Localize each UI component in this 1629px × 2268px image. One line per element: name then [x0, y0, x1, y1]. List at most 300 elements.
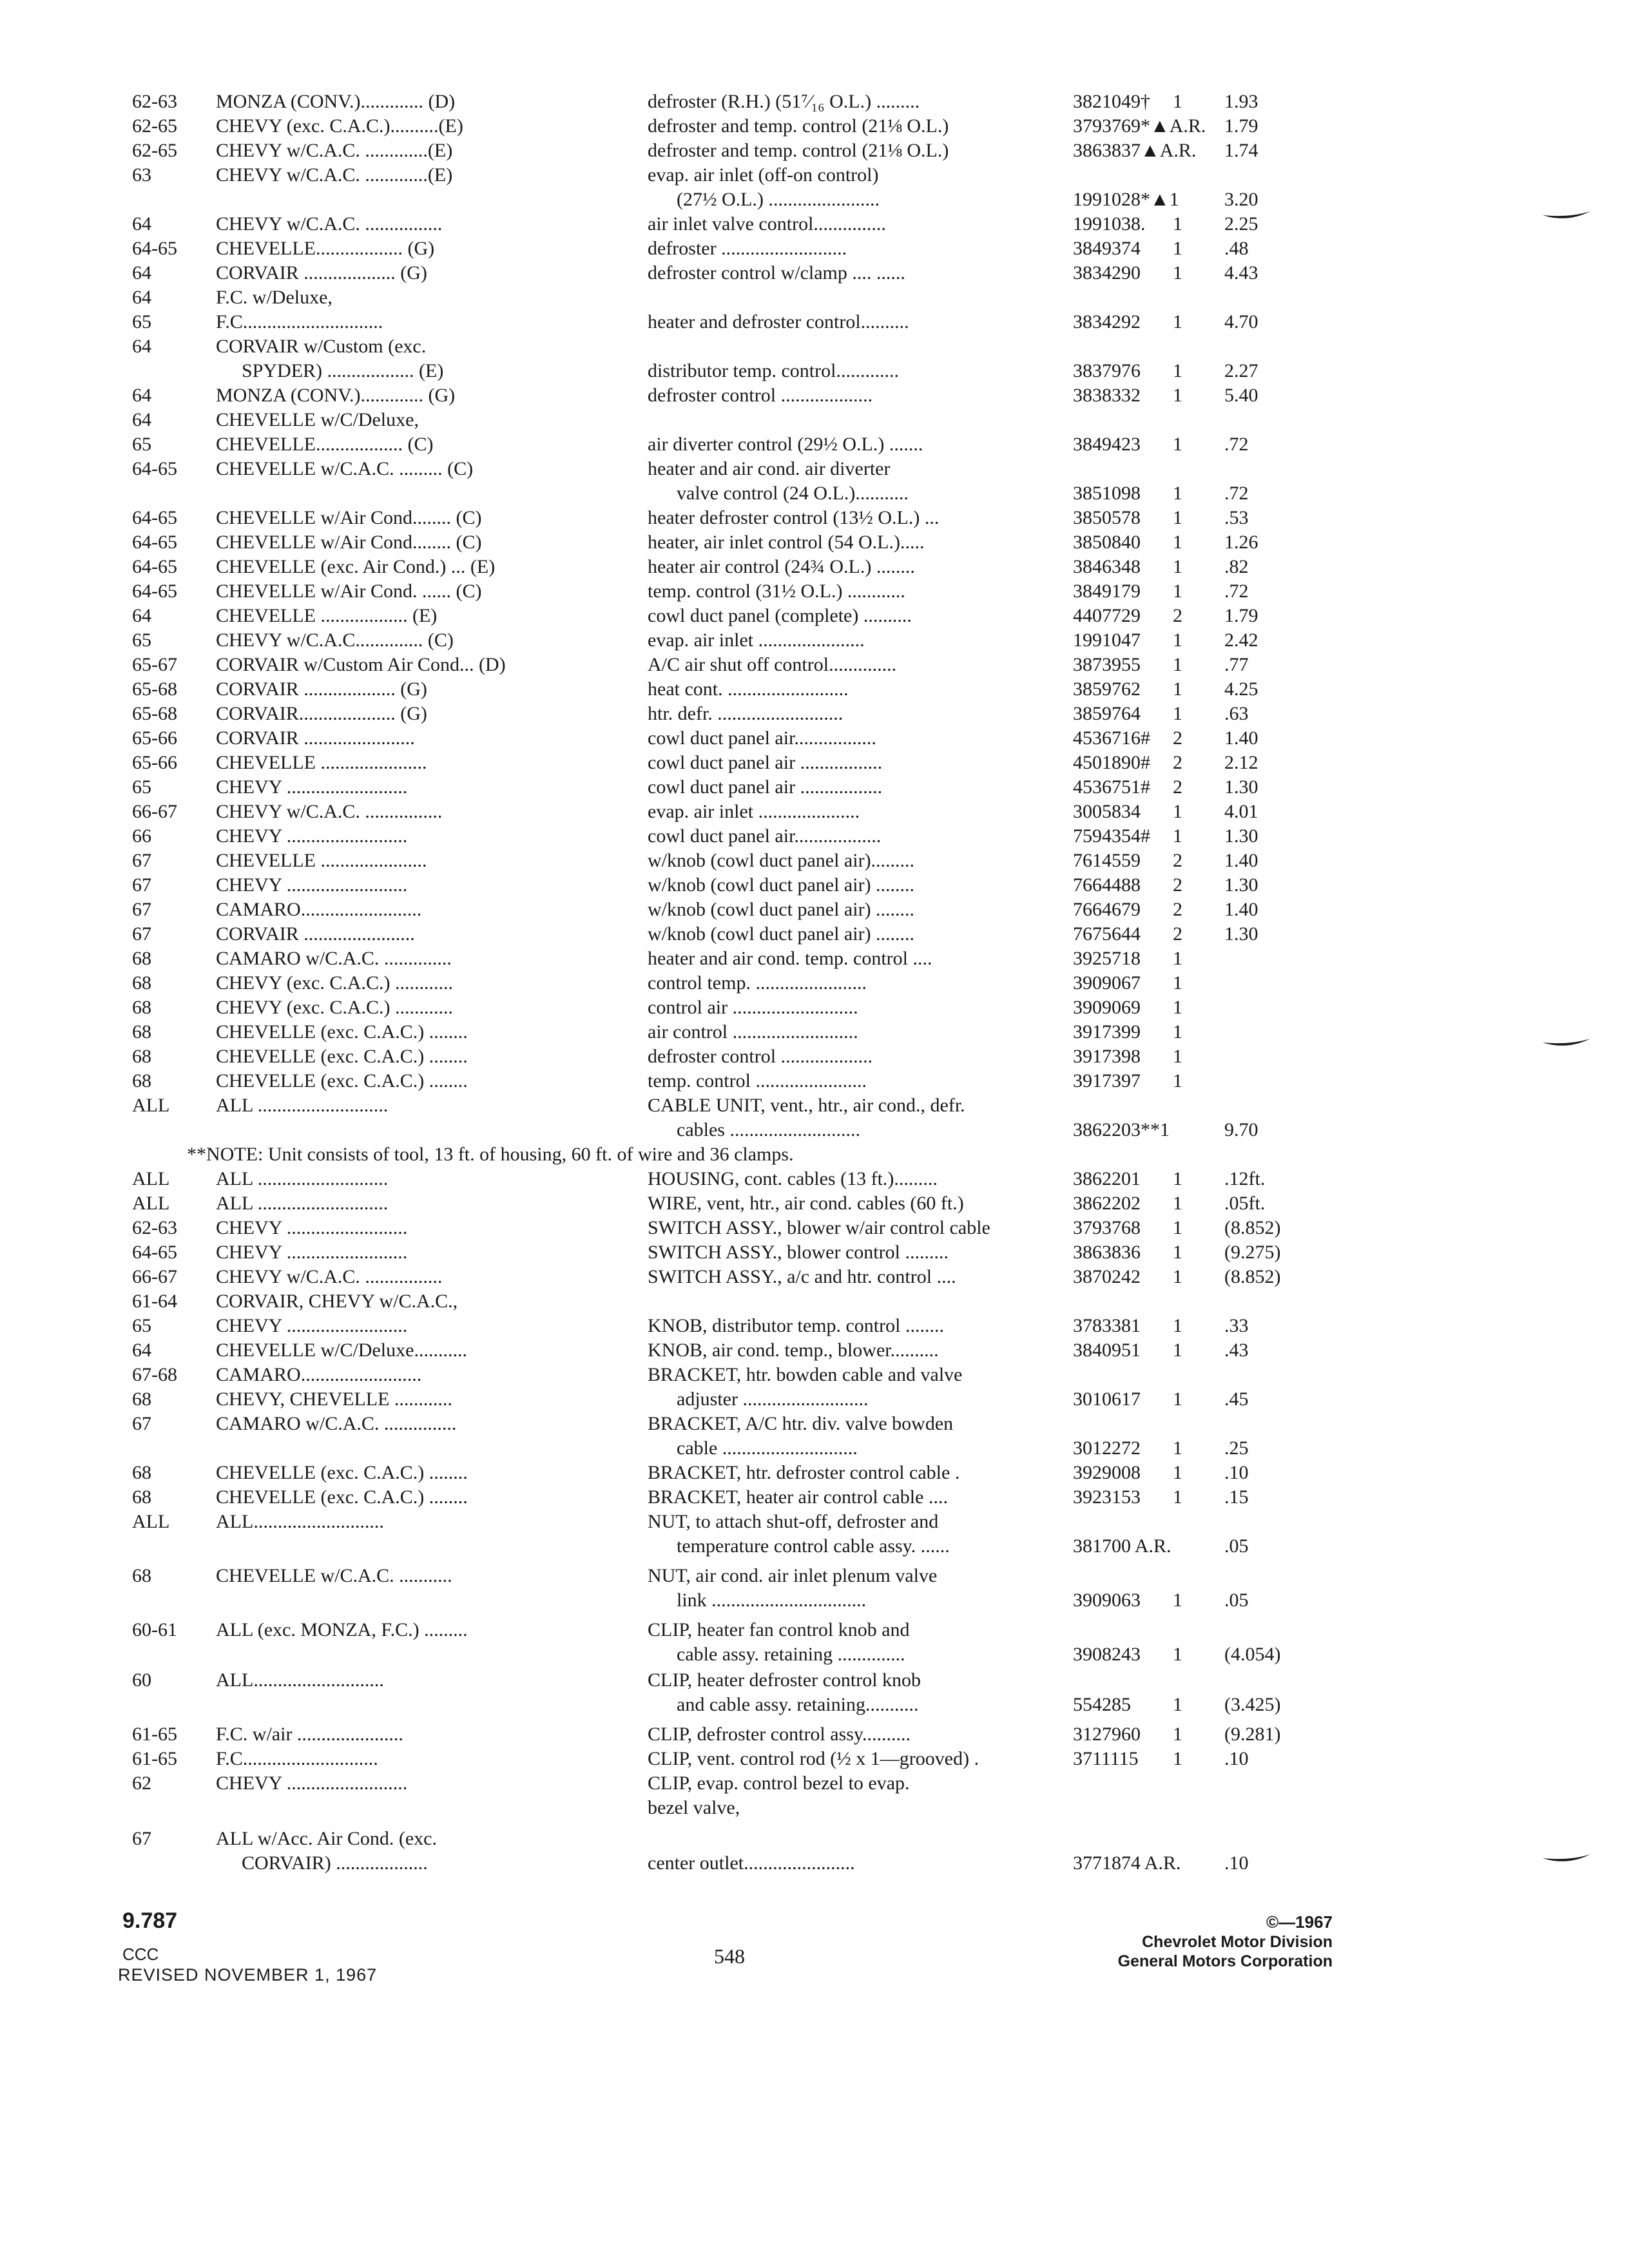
year-cell: 64-65	[132, 1242, 177, 1263]
description-cell: BRACKET, A/C htr. div. valve bowden	[648, 1413, 954, 1434]
model-cell: CHEVELLE (exc. C.A.C.) ........	[216, 1462, 468, 1483]
description-cell: heater air control (24¾ O.L.) ........	[648, 556, 915, 577]
catalog-row	[0, 384, 1629, 407]
quantity-cell: 1	[1173, 629, 1182, 651]
price-cell: .05	[1224, 1590, 1249, 1611]
model-cell: CAMARO w/C.A.C. ...............	[216, 1413, 457, 1434]
model-cell: CHEVY (exc. C.A.C.) ............	[216, 972, 454, 994]
catalog-row	[0, 506, 1629, 530]
description-cell: CLIP, vent. control rod (½ x 1—grooved) .	[648, 1748, 979, 1769]
year-cell: 67	[132, 923, 151, 945]
catalog-row	[0, 335, 1629, 358]
year-cell: 64-65	[132, 507, 177, 528]
quantity-cell: 1	[1173, 972, 1182, 994]
model-cell: CHEVY w/C.A.C. ................	[216, 1266, 443, 1287]
catalog-row	[0, 1094, 1629, 1117]
price-cell: 1.30	[1224, 923, 1258, 945]
catalog-row	[0, 1852, 1629, 1875]
price-cell: 4.70	[1224, 311, 1258, 332]
model-cell: F.C. w/air ......................	[216, 1724, 403, 1745]
catalog-row	[0, 1461, 1629, 1485]
catalog-row	[0, 1643, 1629, 1666]
model-cell: CHEVY (exc. C.A.C.)..........(E)	[216, 115, 463, 137]
price-cell: .72	[1224, 434, 1249, 455]
quantity-cell: 1	[1173, 1021, 1182, 1043]
year-cell: 61-65	[132, 1748, 177, 1769]
price-cell: .12ft.	[1224, 1168, 1266, 1189]
catalog-row	[0, 457, 1629, 481]
price-cell: (9.281)	[1224, 1724, 1281, 1745]
quantity-cell: 1	[1173, 213, 1182, 235]
model-cell: MONZA (CONV.)............. (G)	[216, 385, 456, 406]
year-cell: 64	[132, 336, 151, 357]
catalog-row	[0, 1412, 1629, 1436]
quantity-cell: 2	[1173, 605, 1182, 626]
part-number-cell: 3849423	[1073, 434, 1141, 455]
description-cell: KNOB, distributor temp. control ........	[648, 1315, 944, 1336]
price-cell: 1.30	[1224, 825, 1258, 847]
part-number-cell: 3771874 A.R.	[1073, 1852, 1181, 1874]
description-cell: adjuster ..........................	[677, 1389, 869, 1410]
quantity-cell: 1	[1173, 1462, 1182, 1483]
model-cell: F.C.............................	[216, 311, 383, 332]
quantity-cell: 1	[1173, 1437, 1182, 1459]
revision-date: REVISED NOVEMBER 1, 1967	[118, 1965, 378, 1984]
catalog-row	[0, 311, 1629, 334]
part-number-cell: 3870242	[1073, 1266, 1141, 1287]
quantity-cell: 1	[1173, 1315, 1182, 1336]
catalog-row	[0, 1827, 1629, 1850]
description-cell: control temp. .......................	[648, 972, 867, 994]
part-number-cell: 3909069	[1073, 997, 1141, 1018]
year-cell: 68	[132, 1462, 151, 1483]
price-cell: .05ft.	[1224, 1193, 1266, 1214]
quantity-cell: 2	[1173, 899, 1182, 920]
year-cell: 68	[132, 1046, 151, 1067]
quantity-cell: 1	[1173, 1486, 1182, 1508]
catalog-row	[0, 1564, 1629, 1588]
description-cell: heater and defroster control..........	[648, 311, 909, 332]
description-cell: defroster ..........................	[648, 238, 847, 259]
model-cell: ALL ...........................	[216, 1193, 389, 1214]
catalog-row	[0, 1486, 1629, 1509]
quantity-cell: 1	[1173, 238, 1182, 259]
catalog-row	[0, 213, 1629, 236]
year-cell: 64	[132, 1340, 151, 1361]
model-cell: CHEVELLE w/Air Cond........ (C)	[216, 507, 482, 528]
part-number-cell: 3851098	[1073, 483, 1141, 504]
price-cell: .10	[1224, 1748, 1249, 1769]
description-cell: cowl duct panel air.................	[648, 727, 876, 749]
part-number-cell: 3834292	[1073, 311, 1141, 332]
price-cell: 4.01	[1224, 801, 1258, 822]
description-cell: w/knob (cowl duct panel air).........	[648, 850, 915, 871]
catalog-row	[0, 678, 1629, 701]
model-cell: CORVAIR.................... (G)	[216, 703, 427, 724]
description-cell: KNOB, air cond. temp., blower..........	[648, 1340, 939, 1361]
year-cell: ALL	[132, 1095, 170, 1116]
year-cell: 65	[132, 311, 151, 332]
model-cell: CHEVY, CHEVELLE ............	[216, 1389, 452, 1410]
price-cell: 1.93	[1224, 91, 1258, 112]
description-cell: cowl duct panel (complete) ..........	[648, 605, 912, 626]
description-cell: A/C air shut off control..............	[648, 654, 897, 675]
quantity-cell: 1	[1173, 1046, 1182, 1067]
description-cell: BRACKET, heater air control cable ....	[648, 1486, 948, 1508]
description-cell: heat cont. .........................	[648, 678, 849, 700]
catalog-row	[0, 849, 1629, 872]
description-cell: and cable assy. retaining...........	[677, 1694, 919, 1715]
description-cell: htr. defr. ..........................	[648, 703, 843, 724]
part-number-cell: 3923153	[1073, 1486, 1141, 1508]
model-cell: SPYDER) .................. (E)	[242, 360, 444, 381]
quantity-cell: 1	[1173, 556, 1182, 577]
model-cell: CHEVELLE (exc. C.A.C.) ........	[216, 1046, 468, 1067]
price-cell: .63	[1224, 703, 1249, 724]
quantity-cell: 1	[1173, 678, 1182, 700]
description-cell: NUT, to attach shut-off, defroster and	[648, 1511, 939, 1532]
catalog-row	[0, 1192, 1629, 1215]
catalog-row	[0, 1796, 1629, 1820]
price-cell: 9.70	[1224, 1119, 1258, 1140]
price-cell: .25	[1224, 1437, 1249, 1459]
price-cell: 2.42	[1224, 629, 1258, 651]
quantity-cell: 1	[1173, 1389, 1182, 1410]
catalog-row	[0, 139, 1629, 162]
binder-hole-mark	[1541, 210, 1592, 222]
price-cell: .72	[1224, 581, 1249, 602]
year-cell: 64	[132, 213, 151, 235]
quantity-cell: 1	[1173, 434, 1182, 455]
catalog-row	[0, 360, 1629, 383]
model-cell: CHEVY .........................	[216, 1217, 408, 1238]
model-cell: ALL...........................	[216, 1511, 384, 1532]
model-cell: CHEVY .........................	[216, 1242, 408, 1263]
description-cell: SWITCH ASSY., blower control .........	[648, 1242, 949, 1263]
quantity-cell: 1	[1173, 801, 1182, 822]
model-cell: F.C............................	[216, 1748, 378, 1769]
quantity-cell: 1	[1173, 360, 1182, 381]
price-cell: 1.40	[1224, 899, 1258, 920]
price-cell: (8.852)	[1224, 1217, 1281, 1238]
catalog-row	[0, 825, 1629, 848]
quantity-cell: 1	[1173, 703, 1182, 724]
catalog-row	[0, 531, 1629, 554]
quantity-cell: 1	[1173, 1644, 1182, 1665]
model-cell: CHEVELLE w/C/Deluxe,	[216, 409, 419, 430]
model-cell: CORVAIR) ...................	[242, 1852, 428, 1874]
quantity-cell: 1	[1173, 1193, 1182, 1214]
description-cell: valve control (24 O.L.)...........	[677, 483, 909, 504]
price-cell: 1.74	[1224, 140, 1258, 161]
year-cell: 68	[132, 972, 151, 994]
model-cell: CORVAIR ................... (G)	[216, 678, 427, 700]
quantity-cell: 2	[1173, 850, 1182, 871]
description-cell: cable assy. retaining ..............	[677, 1644, 905, 1665]
part-number-cell: 3925718	[1073, 948, 1141, 969]
description-cell: heater and air cond. air diverter	[648, 458, 891, 479]
price-cell: (9.275)	[1224, 1242, 1281, 1263]
model-cell: CAMARO w/C.A.C. ..............	[216, 948, 452, 969]
year-cell: 64	[132, 262, 151, 284]
description-cell: SWITCH ASSY., blower w/air control cable	[648, 1217, 990, 1238]
part-number-cell: 3793769*▲A.R.	[1073, 115, 1206, 137]
price-cell: 2.12	[1224, 752, 1258, 773]
part-number-cell: 4501890#	[1073, 752, 1150, 773]
catalog-row	[0, 653, 1629, 677]
price-cell: (8.852)	[1224, 1266, 1281, 1287]
part-number-cell: 7614559	[1073, 850, 1141, 871]
description-cell: distributor temp. control.............	[648, 360, 899, 381]
year-cell: ALL	[132, 1193, 170, 1214]
year-cell: 68	[132, 997, 151, 1018]
model-cell: CHEVELLE ......................	[216, 850, 427, 871]
year-cell: 66	[132, 825, 151, 847]
model-cell: CHEVY .........................	[216, 1315, 408, 1336]
part-number-cell: 3849179	[1073, 581, 1141, 602]
model-cell: CHEVELLE w/C/Deluxe...........	[216, 1340, 467, 1361]
model-cell: CHEVELLE (exc. C.A.C.) ........	[216, 1486, 468, 1508]
year-cell: 62	[132, 1773, 151, 1794]
price-cell: 1.40	[1224, 727, 1258, 749]
part-number-cell: 3859762	[1073, 678, 1141, 700]
price-cell: 1.79	[1224, 115, 1258, 137]
catalog-row	[0, 947, 1629, 970]
price-cell: .45	[1224, 1389, 1249, 1410]
part-number-cell: 4536751#	[1073, 776, 1150, 798]
model-cell: F.C. w/Deluxe,	[216, 287, 333, 308]
description-cell: temp. control (31½ O.L.) ............	[648, 581, 905, 602]
description-cell: air diverter control (29½ O.L.) .......	[648, 434, 923, 455]
catalog-row	[0, 1693, 1629, 1716]
model-cell: CORVAIR ................... (G)	[216, 262, 427, 284]
model-cell: CHEVELLE w/C.A.C. ...........	[216, 1565, 452, 1586]
description-cell: temperature control cable assy. ......	[677, 1535, 950, 1557]
year-cell: 68	[132, 1021, 151, 1043]
catalog-row	[0, 1589, 1629, 1612]
model-cell: CAMARO.........................	[216, 899, 422, 920]
model-cell: CHEVY w/C.A.C. ................	[216, 801, 443, 822]
part-number-cell: 3929008	[1073, 1462, 1141, 1483]
year-cell: 61-65	[132, 1724, 177, 1745]
part-number-cell: 3917398	[1073, 1046, 1141, 1067]
year-cell: 64-65	[132, 581, 177, 602]
description-cell: air inlet valve control...............	[648, 213, 886, 235]
catalog-row	[0, 1363, 1629, 1387]
catalog-row	[0, 164, 1629, 187]
description-cell: heater and air cond. temp. control ....	[648, 948, 932, 969]
description-cell: CLIP, defroster control assy..........	[648, 1724, 911, 1745]
description-cell: defroster control ...................	[648, 1046, 873, 1067]
description-cell: evap. air inlet (off-on control)	[648, 164, 879, 186]
part-number-cell: 1991047	[1073, 629, 1141, 651]
description-cell: SWITCH ASSY., a/c and htr. control ....	[648, 1266, 956, 1287]
quantity-cell: 2	[1173, 874, 1182, 896]
description-cell: defroster and temp. control (21⅛ O.L.)	[648, 140, 949, 161]
description-cell: air control ..........................	[648, 1021, 858, 1043]
price-cell: 1.79	[1224, 605, 1258, 626]
catalog-row	[0, 898, 1629, 921]
year-cell: 65-66	[132, 752, 177, 773]
quantity-cell: 1	[1173, 948, 1182, 969]
quantity-cell: 1	[1173, 1168, 1182, 1189]
model-cell: CHEVELLE .................. (E)	[216, 605, 438, 626]
part-number-cell: 3711115	[1073, 1748, 1139, 1769]
catalog-row	[0, 1021, 1629, 1044]
quantity-cell: 2	[1173, 727, 1182, 749]
catalog-row	[0, 1669, 1629, 1692]
price-cell: (3.425)	[1224, 1694, 1281, 1715]
catalog-row	[0, 874, 1629, 897]
catalog-row	[0, 1437, 1629, 1460]
year-cell: 62-65	[132, 140, 177, 161]
model-cell: CHEVELLE.................. (G)	[216, 238, 435, 259]
catalog-row	[0, 751, 1629, 774]
catalog-row	[0, 1510, 1629, 1533]
model-cell: CHEVY w/C.A.C. .............(E)	[216, 164, 453, 186]
part-number-cell: 554285	[1073, 1694, 1131, 1715]
description-cell: defroster and temp. control (21⅛ O.L.)	[648, 115, 949, 137]
model-cell: CHEVELLE w/C.A.C. ......... (C)	[216, 458, 474, 479]
model-cell: CHEVELLE w/Air Cond. ...... (C)	[216, 581, 482, 602]
catalog-row	[0, 702, 1629, 726]
part-number-cell: 3859764	[1073, 703, 1141, 724]
catalog-row	[0, 115, 1629, 138]
price-cell: 3.20	[1224, 189, 1258, 210]
price-cell: .77	[1224, 654, 1249, 675]
year-cell: 60	[132, 1669, 151, 1691]
catalog-row	[0, 1772, 1629, 1795]
year-cell: 65-68	[132, 703, 177, 724]
catalog-row	[0, 1339, 1629, 1362]
year-cell: 61-64	[132, 1291, 177, 1312]
part-number-cell: 7664679	[1073, 899, 1141, 920]
footer-code: CCC	[122, 1945, 159, 1964]
model-cell: CORVAIR, CHEVY w/C.A.C.,	[216, 1291, 458, 1312]
year-cell: 62-63	[132, 1217, 177, 1238]
model-cell: CORVAIR w/Custom Air Cond... (D)	[216, 654, 506, 675]
part-number-cell: 3793768	[1073, 1217, 1141, 1238]
price-cell: .15	[1224, 1486, 1249, 1508]
description-cell: BRACKET, htr. defroster control cable .	[648, 1462, 960, 1483]
model-cell: CHEVY .........................	[216, 825, 408, 847]
part-number-cell: 3917399	[1073, 1021, 1141, 1043]
part-number-cell: 3909067	[1073, 972, 1141, 994]
part-number-cell: 3012272	[1073, 1437, 1141, 1459]
description-cell: center outlet.......................	[648, 1852, 855, 1874]
model-cell: CHEVY (exc. C.A.C.) ............	[216, 997, 454, 1018]
description-cell: NUT, air cond. air inlet plenum valve	[648, 1565, 938, 1586]
price-cell: (4.054)	[1224, 1644, 1281, 1665]
catalog-row	[0, 1747, 1629, 1771]
description-cell: heater, air inlet control (54 O.L.).....	[648, 532, 925, 553]
year-cell: 65	[132, 629, 151, 651]
price-cell: 1.30	[1224, 776, 1258, 798]
price-cell: 2.25	[1224, 213, 1258, 235]
quantity-cell: 1	[1173, 311, 1182, 332]
part-number-cell: 3909063	[1073, 1590, 1141, 1611]
division-name: Chevrolet Motor Division	[1142, 1933, 1333, 1951]
model-cell: ALL ...........................	[216, 1168, 389, 1189]
model-cell: CHEVELLE w/Air Cond........ (C)	[216, 532, 482, 553]
year-cell: 67-68	[132, 1364, 177, 1385]
model-cell: CAMARO.........................	[216, 1364, 422, 1385]
cable-unit-note: **NOTE: Unit consists of tool, 13 ft. of housing, 60 ft. of wire and 36 clamps.	[187, 1144, 794, 1165]
price-cell: .10	[1224, 1462, 1249, 1483]
year-cell: 68	[132, 1486, 151, 1508]
quantity-cell: 1	[1173, 262, 1182, 284]
year-cell: 62-63	[132, 91, 177, 112]
year-cell: 64	[132, 287, 151, 308]
description-cell: CLIP, evap. control bezel to evap.	[648, 1773, 910, 1794]
description-cell: CLIP, heater fan control knob and	[648, 1619, 910, 1640]
model-cell: CHEVY w/C.A.C.............. (C)	[216, 629, 454, 651]
model-cell: CHEVELLE (exc. C.A.C.) ........	[216, 1070, 468, 1091]
description-cell: CLIP, heater defroster control knob	[648, 1669, 921, 1691]
part-number-cell: 3837976	[1073, 360, 1141, 381]
year-cell: 65	[132, 434, 151, 455]
quantity-cell: 1	[1173, 1724, 1182, 1745]
year-cell: 64	[132, 409, 151, 430]
catalog-row	[0, 776, 1629, 799]
part-number-cell: 3840951	[1073, 1340, 1141, 1361]
price-cell: .82	[1224, 556, 1249, 577]
quantity-cell: 1	[1173, 1340, 1182, 1361]
part-number-cell: 3862203**1	[1073, 1119, 1170, 1140]
model-cell: CHEVY w/C.A.C. ................	[216, 213, 443, 235]
catalog-row	[0, 188, 1629, 211]
catalog-row	[0, 1045, 1629, 1068]
year-cell: 67	[132, 1828, 151, 1849]
catalog-row	[0, 604, 1629, 628]
description-cell: (27½ O.L.) .......................	[677, 189, 880, 210]
catalog-row	[0, 580, 1629, 603]
quantity-cell: 2	[1173, 752, 1182, 773]
copyright: ©—1967	[1266, 1912, 1333, 1932]
price-cell: .05	[1224, 1535, 1249, 1557]
model-cell: ALL ...........................	[216, 1095, 389, 1116]
year-cell: 67	[132, 899, 151, 920]
quantity-cell: 1	[1173, 532, 1182, 553]
price-cell: .43	[1224, 1340, 1249, 1361]
year-cell: 67	[132, 1413, 151, 1434]
catalog-row	[0, 1265, 1629, 1289]
year-cell: 68	[132, 1070, 151, 1091]
part-number-cell: 3783381	[1073, 1315, 1141, 1336]
price-cell: 2.27	[1224, 360, 1258, 381]
year-cell: 65	[132, 1315, 151, 1336]
binder-hole-mark	[1541, 1853, 1592, 1865]
description-cell: CABLE UNIT, vent., htr., air cond., defr.	[648, 1095, 965, 1116]
year-cell: 66-67	[132, 1266, 177, 1287]
part-number-cell: 3005834	[1073, 801, 1141, 822]
page-number: 548	[714, 1945, 745, 1968]
year-cell: 65-68	[132, 678, 177, 700]
catalog-row	[0, 1119, 1629, 1142]
year-cell: 68	[132, 1389, 151, 1410]
model-cell: CHEVELLE (exc. Air Cond.) ... (E)	[216, 556, 496, 577]
part-number-cell: 3849374	[1073, 238, 1141, 259]
price-cell: 1.26	[1224, 532, 1258, 553]
year-cell: 67	[132, 850, 151, 871]
part-number-cell: 3862201	[1073, 1168, 1141, 1189]
quantity-cell: 1	[1173, 581, 1182, 602]
year-cell: ALL	[132, 1168, 170, 1189]
model-cell: CORVAIR .......................	[216, 727, 415, 749]
quantity-cell: 1	[1173, 1242, 1182, 1263]
year-cell: 65-67	[132, 654, 177, 675]
catalog-row	[0, 1070, 1629, 1093]
